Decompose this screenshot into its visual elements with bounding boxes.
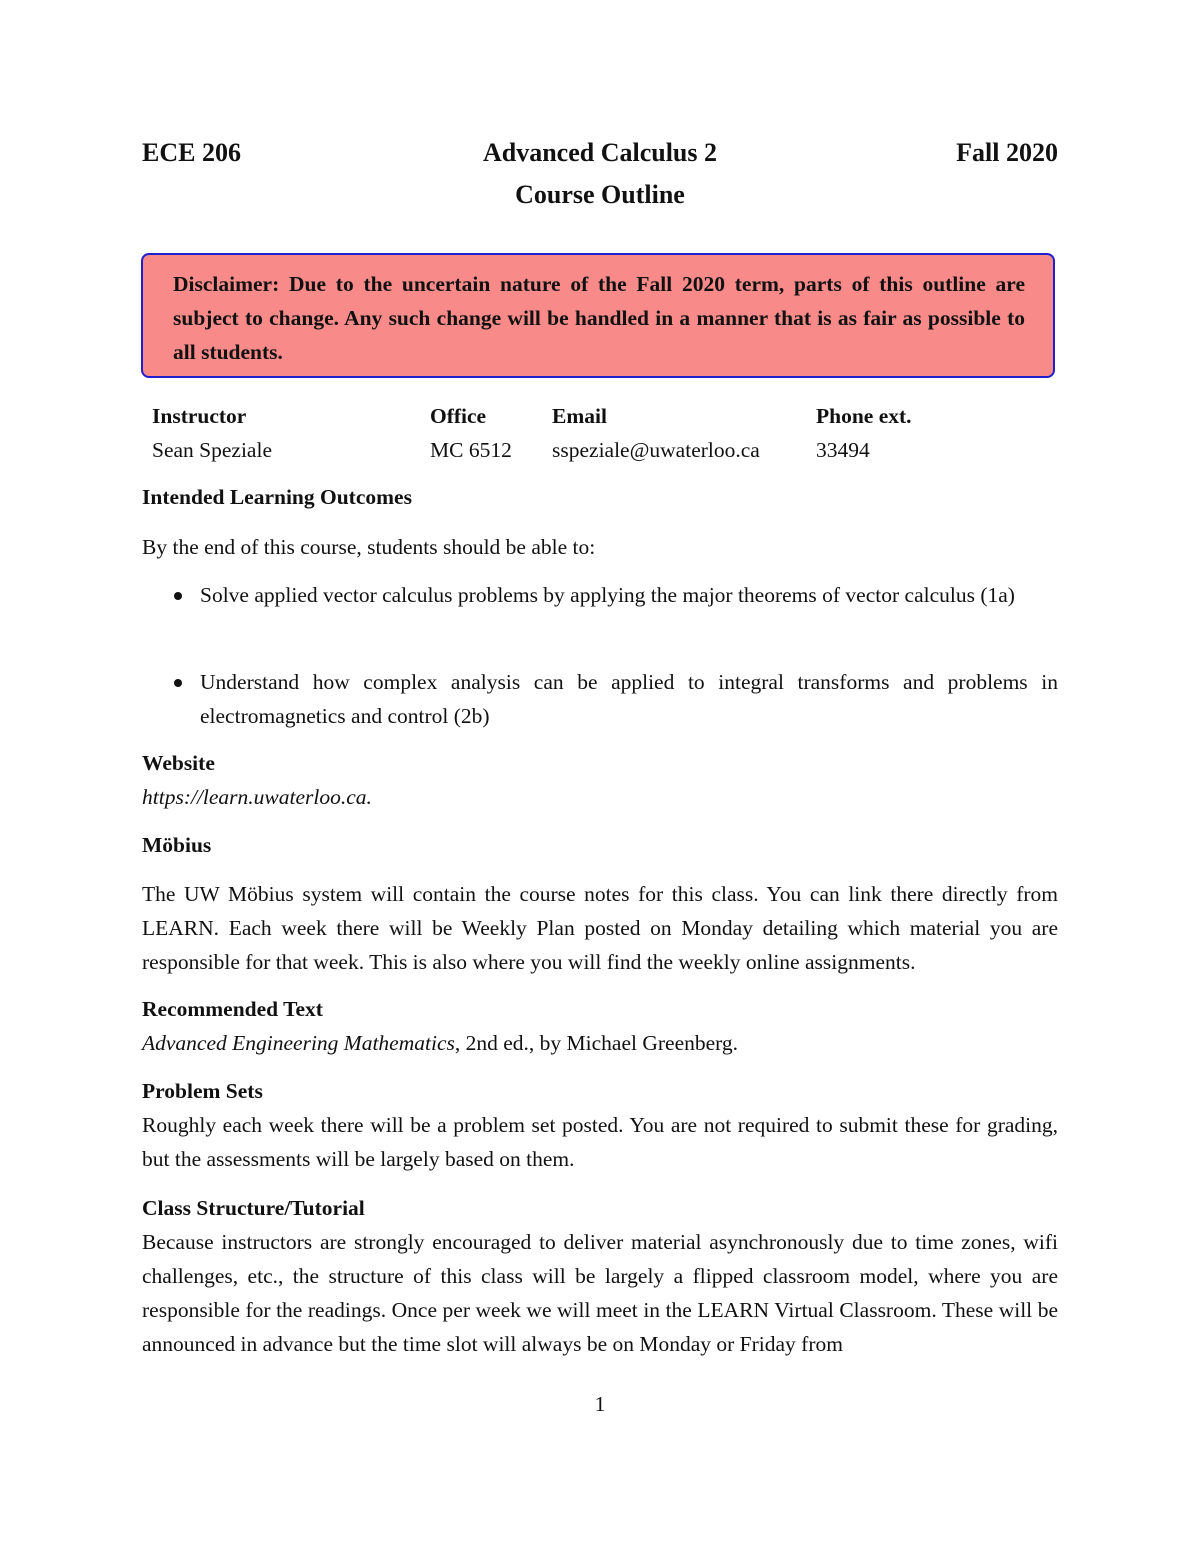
website-heading: Website (142, 751, 215, 775)
course-title: Advanced Calculus 2 (482, 138, 718, 167)
header-row (142, 138, 1058, 178)
outcomes-intro: By the end of this course, students should be able to: (142, 535, 596, 559)
class-structure-text: Because instructors are strongly encouraged to deliver material asynchronously due to time zones, wifi challenges, etc., the structure of this class will be largely a flipped classroom model, where you are responsible for the readings. Once per week we will meet in the LEARN Virtual Classroom. These will be announced in advance but the time slot will always be on Monday or Friday from (142, 1230, 1058, 1356)
header-instructor: Instructor (152, 404, 247, 428)
mobius-heading: Möbius (142, 833, 212, 857)
instructor-table (152, 404, 952, 472)
text-heading: Recommended Text (142, 997, 323, 1021)
list-item-text: Solve applied vector calculus problems by applying the major theorems of vector calculus (1a) (200, 583, 1015, 607)
class-structure-heading: Class Structure/Tutorial (142, 1196, 365, 1220)
bullet-icon (174, 592, 182, 600)
page-number: 1 (594, 1392, 606, 1416)
course-code: ECE 206 (142, 138, 241, 167)
list-item (142, 665, 1058, 733)
header-email: Email (552, 404, 607, 428)
instructor-table-row (152, 438, 952, 472)
header-phone: Phone ext. (816, 404, 912, 428)
instructor-name: Sean Speziale (152, 438, 272, 462)
list-item-text: Understand how complex analysis can be applied to integral transforms and problems in electromagnetics and control (2b) (200, 670, 1058, 728)
instructor-office: MC 6512 (430, 438, 512, 462)
bullet-icon (174, 679, 182, 687)
outcomes-heading: Intended Learning Outcomes (142, 485, 412, 509)
instructor-email[interactable]: sspeziale@uwaterloo.ca (552, 438, 760, 462)
list-item (142, 578, 1058, 612)
book-details: , 2nd ed., by Michael Greenberg. (454, 1031, 739, 1055)
instructor-table-header (152, 404, 952, 438)
book-title: Advanced Engineering Mathematics (142, 1031, 455, 1055)
course-term: Fall 2020 (956, 138, 1058, 167)
header-office: Office (430, 404, 487, 428)
mobius-text: The UW Möbius system will contain the course notes for this class. You can link there directly from LEARN. Each week there will be Weekly Plan posted on Monday detailing which material you are responsible for that week. This is also where you will find the weekly online assignments. (142, 882, 1058, 974)
website-link[interactable]: https://learn.uwaterloo.ca. (142, 785, 372, 809)
disclaimer-box: Disclaimer: Due to the uncertain nature of the Fall 2020 term, parts of this outline are subject to change. Any such change will be handled in a manner that is as fair as possible to all students. (141, 253, 1055, 378)
problem-sets-heading: Problem Sets (142, 1079, 263, 1103)
recommended-text (142, 1026, 1058, 1060)
instructor-phone: 33494 (816, 438, 870, 462)
document-subtitle: Course Outline (515, 180, 685, 209)
problem-sets-text: Roughly each week there will be a problem set posted. You are not required to submit these for grading, but the assessments will be largely based on them. (142, 1113, 1058, 1171)
